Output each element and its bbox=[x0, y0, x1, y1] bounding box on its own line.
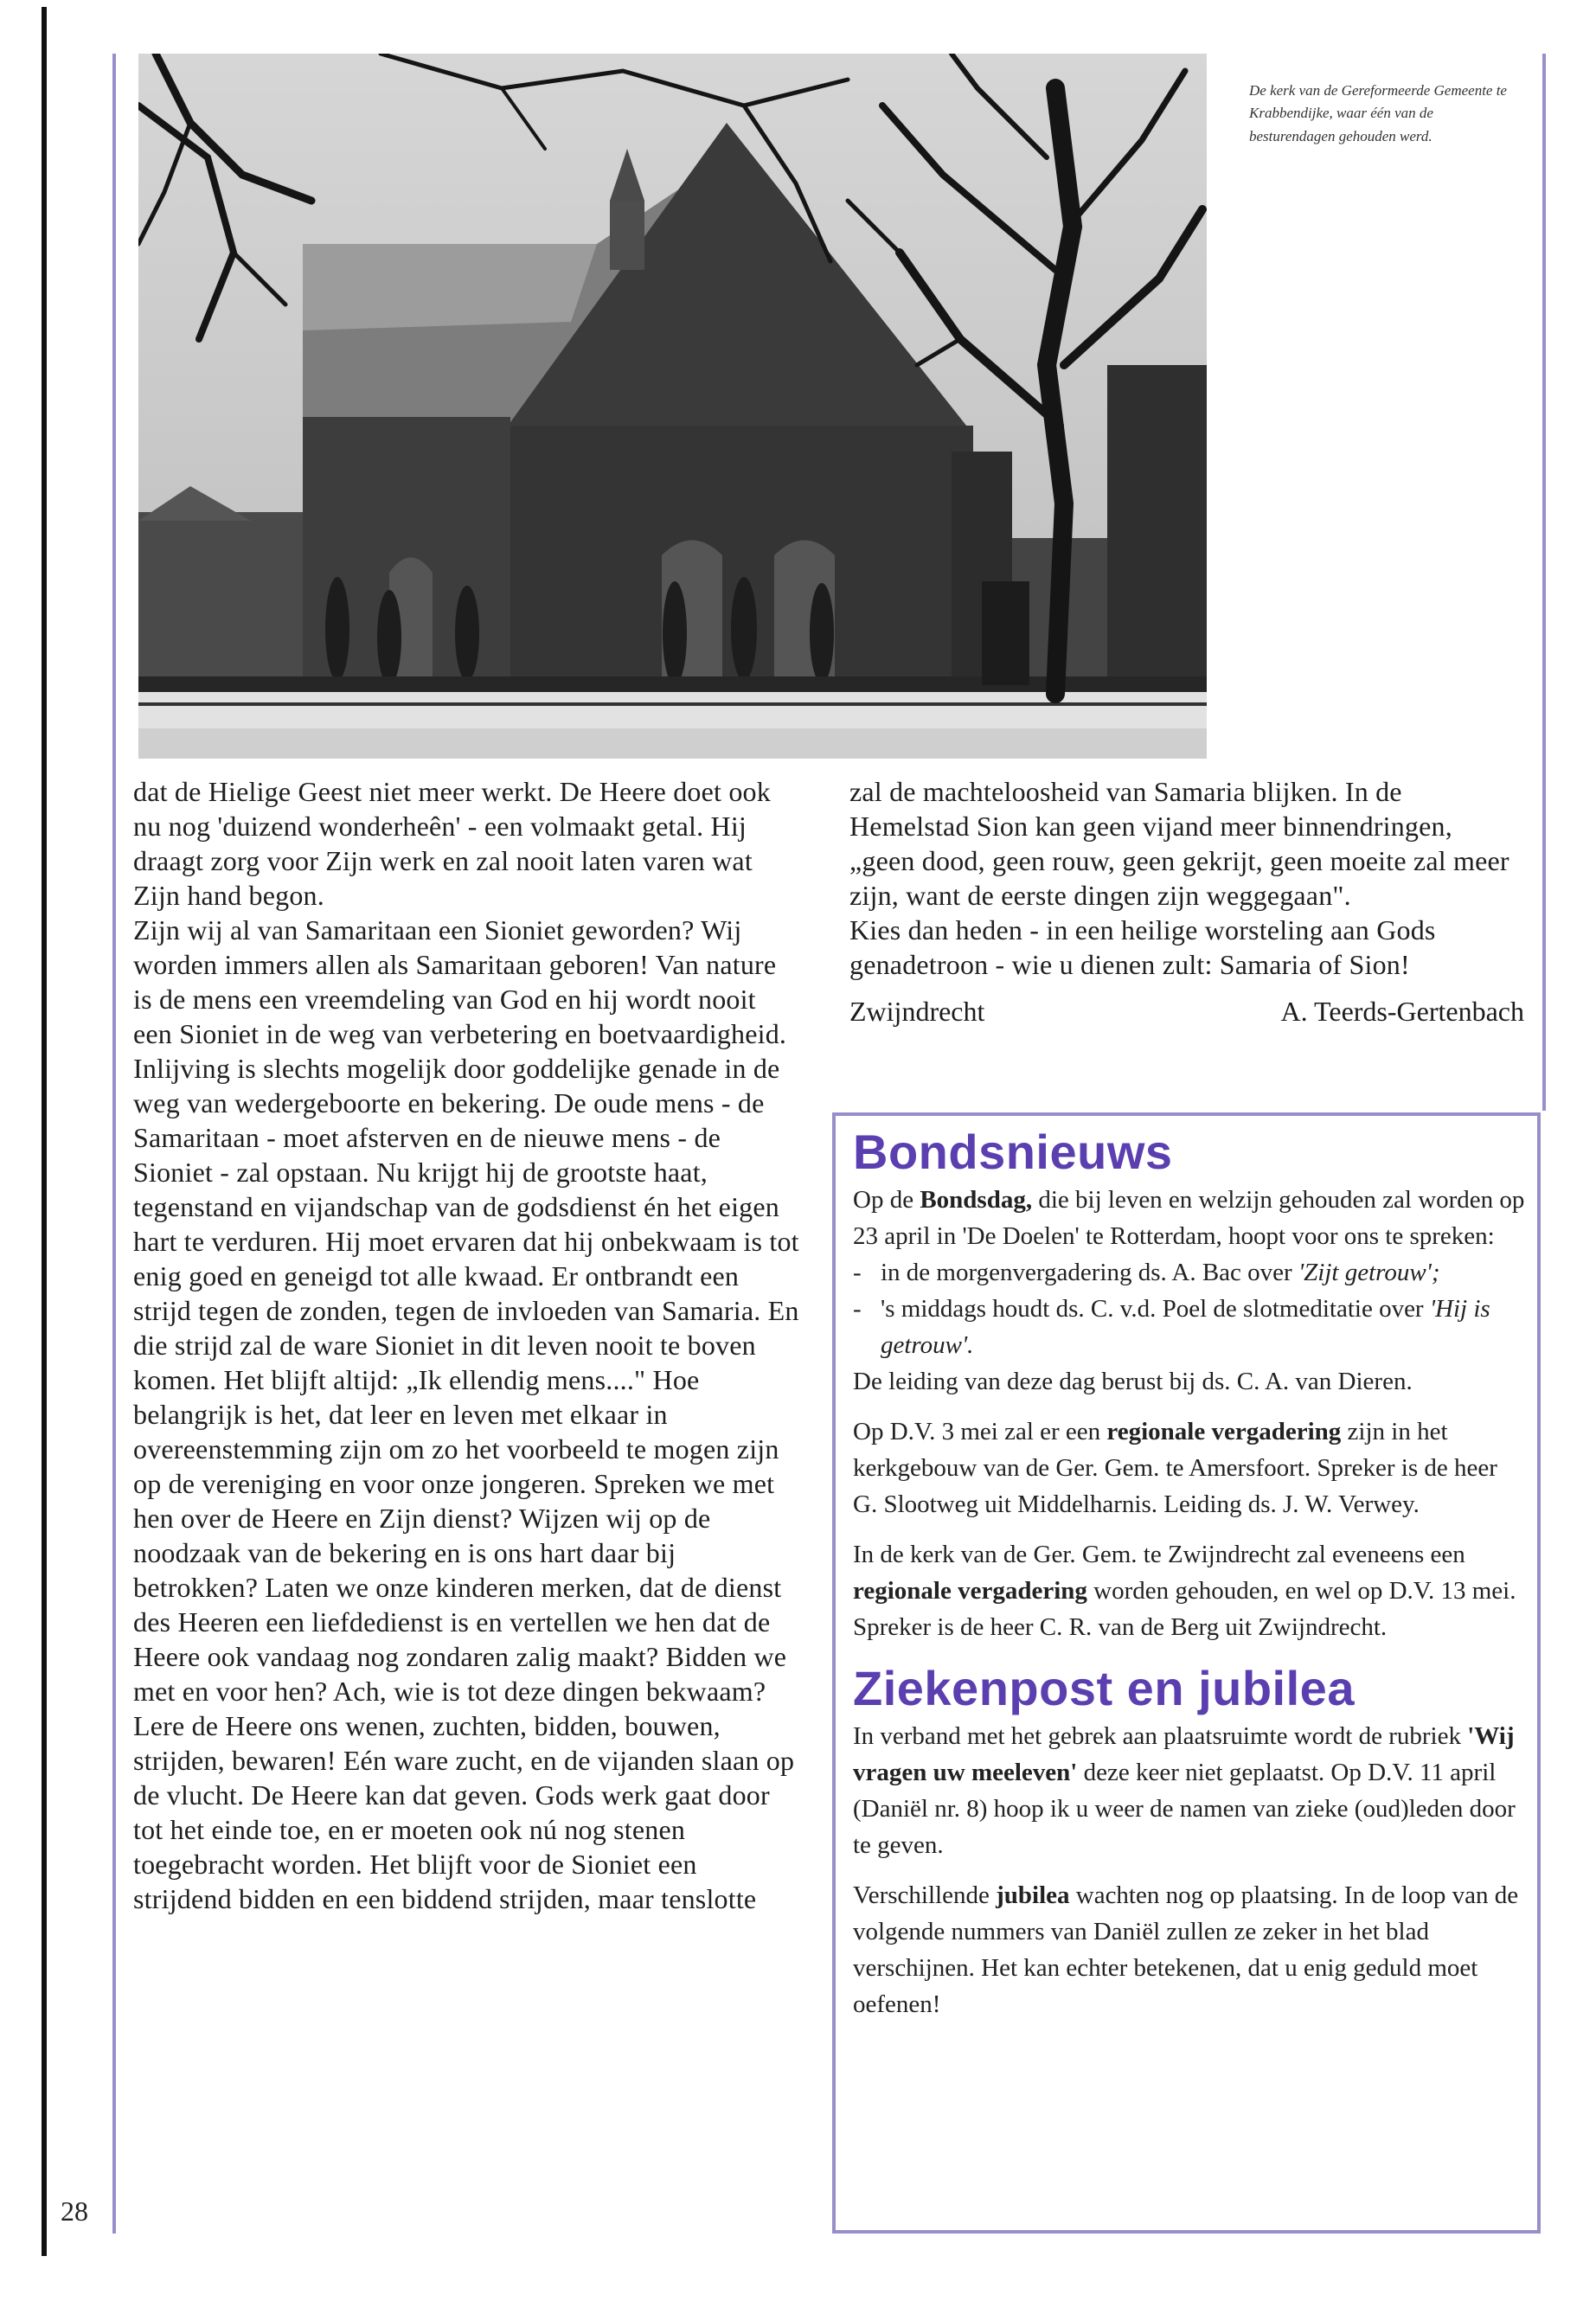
article-text-left: dat de Hielige Geest niet meer werkt. De Heere doet ook nu nog 'duizend wonderheên' - een volmaakt getal. Hij draagt zorg voor Zijn werk en zal nooit laten varen wat Zijn hand begon. Zijn wij al van Samaritaan een Sioniet geworden? Wij worden immers allen als Samaritaan geboren! Van nature is de mens een vreemdeling van God en hij wordt nooit een Sioniet in de weg van verbetering en boetvaardigheid. Inlijving is slechts mogelijk door goddelijke genade in de weg van wedergeboorte en bekering. De oude mens - de Samaritaan - moet afsterven en de nieuwe mens - de Sioniet - zal opstaan. Nu krijgt hij de grootste haat, tegenstand en vijandschap van de godsdienst én het eigen hart te verduren. Hij moet ervaren dat hij onbekwaam is tot enig goed en geneigd tot alle kwaad. Er ontbrandt een strijd tegen de zonden, tegen de invloeden van Samaria. En die strijd zal de ware Sioniet in dit leven nooit te boven komen. Het blijft altijd: „Ik ellendig mens...." Hoe belangrijk is het, dat leer en leven met elkaar in overeenstemming zijn om zo het voorbeeld te mogen zijn op de vereniging en voor onze jongeren. Spreken we met hen over de Heere en Zijn dienst? Wijzen wij op de noodzaak van de bekering en is ons hart daar bij betrokken? Laten we onze kinderen merken, dat de dienst des Heeren een liefdedienst is en vertellen we hen dat de Heere ook vandaag nog zondaren zalig maakt? Bidden we met en voor hen? Ach, wie is tot deze dingen bekwaam? Lere de Heere ons wenen, zuchten, bidden, bouwen, strijden, bewaren! Eén ware zucht, en de vijanden slaan op de vlucht. De Heere kan dat geven. Gods werk gaat door tot het einde toe, en er moeten ook nú nog stenen toegebracht worden. Het blijft voor de Sioniet een strijdend bidden en een biddend strijden, maar tenslotte bbox=[133, 776, 799, 1914]
church-photo bbox=[138, 54, 1207, 759]
bondsnieuws-paragraph-1: Op de Bondsdag, die bij leven en welzijn gehouden zal worden op 23 april in 'De Doelen' te Rotterdam, hoopt voor ons te spreken: bbox=[853, 1186, 1525, 1250]
article-left-column bbox=[133, 774, 801, 2236]
frame-rule-right bbox=[1542, 54, 1546, 1111]
article-right-column bbox=[849, 774, 1524, 1029]
ziekenpost-paragraph-1: In verband met het gebrek aan plaatsruimte wordt de rubriek 'Wij vragen uw meeleven' deze keer niet geplaatst. Op D.V. 11 april (Daniël nr. 8) hoop ik u weer de namen van zieke (oud)leden door te geven. bbox=[853, 1722, 1516, 1859]
article-author: A. Teerds-Gertenbach bbox=[1280, 996, 1524, 1027]
article-signature bbox=[849, 994, 1524, 1029]
bondsnieuws-paragraph-2: Op D.V. 3 mei zal er een regionale vergadering zijn in het kerkgebouw van de Ger. Gem. te Amersfoort. Spreker is de heer G. Slootweg uit Middelharnis. Leiding ds. J. W. Verwey. bbox=[853, 1418, 1497, 1518]
article-text-right: zal de machteloosheid van Samaria blijken. In de Hemelstad Sion kan geen vijand meer binnendringen, „geen dood, geen rouw, geen gekrijt, geen moeite zal meer zijn, want de eerste dingen zijn weggegaan". Kies dan heden - in een heilige worsteling aan Gods genadetroon - wie u dienen zult: Samaria of Sion! bbox=[849, 776, 1509, 980]
bondsnieuws-paragraph-3: In de kerk van de Ger. Gem. te Zwijndrecht zal eveneens een regionale vergadering worden gehouden, en wel op D.V. 13 mei. Spreker is de heer C. R. van de Berg uit Zwijndrecht. bbox=[853, 1541, 1516, 1641]
ziekenpost-paragraph-2: Verschillende jubilea wachten nog op plaatsing. In de loop van de volgende nummers van Daniël zullen ze zeker in het blad verschijnen. Het kan echter betekenen, dat u enig geduld moet oefenen! bbox=[853, 1881, 1519, 2018]
frame-rule-left bbox=[112, 54, 116, 2234]
bondsnieuws-heading: Bondsnieuws bbox=[853, 1125, 1173, 1179]
photo-caption: De kerk van de Gereformeerde Gemeente te Krabbendijke, waar één van de besturendagen gehouden werd. bbox=[1249, 82, 1507, 144]
speakers-list bbox=[853, 1254, 1528, 1363]
list-item: - 's middags houdt ds. C. v.d. Poel de slotmeditatie over 'Hij is getrouw'. bbox=[853, 1295, 1490, 1359]
list-item: - in de morgenvergadering ds. A. Bac over 'Zijt getrouw'; bbox=[853, 1259, 1440, 1286]
news-box bbox=[832, 1112, 1541, 2234]
ziekenpost-heading: Ziekenpost en jubilea bbox=[853, 1661, 1355, 1715]
page-edge bbox=[42, 7, 47, 2256]
page-number: 28 bbox=[61, 2195, 88, 2227]
article-place: Zwijndrecht bbox=[849, 996, 985, 1027]
bondsnieuws-leiding: De leiding van deze dag berust bij ds. C. A. van Dieren. bbox=[853, 1368, 1413, 1395]
